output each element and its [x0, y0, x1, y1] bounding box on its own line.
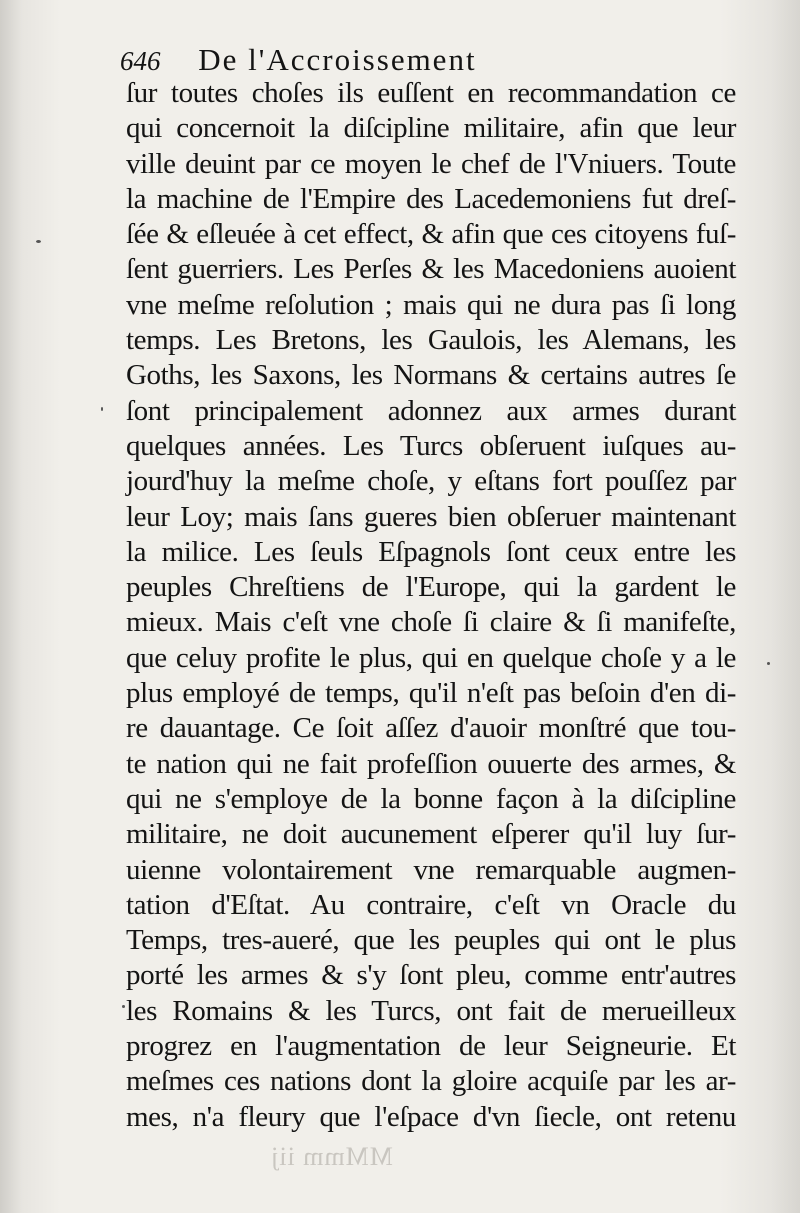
text-line: vne meſme reſolution ; mais qui ne dura pas ſi long [126, 288, 736, 321]
text-line: re dauantage. Ce ſoit aſſez d'auoir monſtré que tou- [126, 712, 736, 745]
ink-speck [36, 240, 41, 243]
text-line: meſmes ces nations dont la gloire acquiſe par les ar- [126, 1065, 736, 1098]
text-line: militaire, ne doit aucunement eſperer qu'il luy ſur- [126, 818, 736, 851]
text-line: tation d'Eſtat. Au contraire, c'eſt vn Oracle du [126, 888, 736, 921]
page-number: 646 [120, 46, 161, 76]
text-line: mes, n'a fleury que l'eſpace d'vn ſiecle, ont retenu [126, 1100, 736, 1133]
body-text [126, 76, 736, 1135]
text-line: mieux. Mais c'eſt vne choſe ſi claire & ſi manifeſte, [126, 606, 736, 639]
text-line: ſent guerriers. Les Perſes & les Macedoniens auoient [126, 253, 736, 286]
running-title: De l'Accroissement [198, 42, 477, 77]
text-line: jourd'huy la meſme choſe, y eſtans fort pouſſez par [126, 465, 736, 498]
text-line: les Romains & les Turcs, ont fait de merueilleux [126, 994, 736, 1027]
text-line: te nation qui ne fait profeſſion ouuerte des armes, & [126, 747, 736, 780]
running-head [120, 40, 720, 80]
text-line: peuples Chreſtiens de l'Europe, qui la gardent le [126, 571, 736, 604]
text-line: ſée & eſleuée à cet effect, & afin que ces citoyens fuſ- [126, 218, 736, 251]
text-line: qui concernoit la diſcipline militaire, afin que leur [126, 112, 736, 145]
text-line: qui ne s'employe de la bonne façon à la diſcipline [126, 782, 736, 815]
text-line: progrez en l'augmentation de leur Seigneurie. Et [126, 1030, 736, 1063]
ink-speck [101, 407, 103, 411]
bleed-through-signature: MMmm iij [270, 1142, 393, 1171]
text-line: que celuy profite le plus, qui en quelque choſe y a le [126, 641, 736, 674]
text-line: la machine de l'Empire des Lacedemoniens fut dreſ- [126, 182, 736, 215]
ink-speck [122, 1005, 125, 1008]
text-line: ſont principalement adonnez aux armes durant [126, 394, 736, 427]
text-line: porté les armes & s'y ſont pleu, comme entr'autres [126, 959, 736, 992]
text-line: ville deuint par ce moyen le chef de l'Vniuers. Toute [126, 147, 736, 180]
ink-speck [767, 662, 770, 665]
text-line: ſur toutes choſes ils euſſent en recommandation ce [126, 77, 736, 109]
text-line: temps. Les Bretons, les Gaulois, les Alemans, les [126, 324, 736, 357]
text-line: uienne volontairement vne remarquable augmen- [126, 853, 736, 886]
text-line: leur Loy; mais ſans gueres bien obſeruer maintenant [126, 500, 736, 533]
text-line: la milice. Les ſeuls Eſpagnols ſont ceux entre les [126, 535, 736, 568]
text-line: quelques années. Les Turcs obſeruent iuſques au- [126, 429, 736, 462]
text-line: Temps, tres-aueré, que les peuples qui ont le plus [126, 924, 736, 957]
text-line: plus employé de temps, qu'il n'eſt pas beſoin d'en di- [126, 677, 736, 710]
text-line: Goths, les Saxons, les Normans & certains autres ſe [126, 359, 736, 392]
